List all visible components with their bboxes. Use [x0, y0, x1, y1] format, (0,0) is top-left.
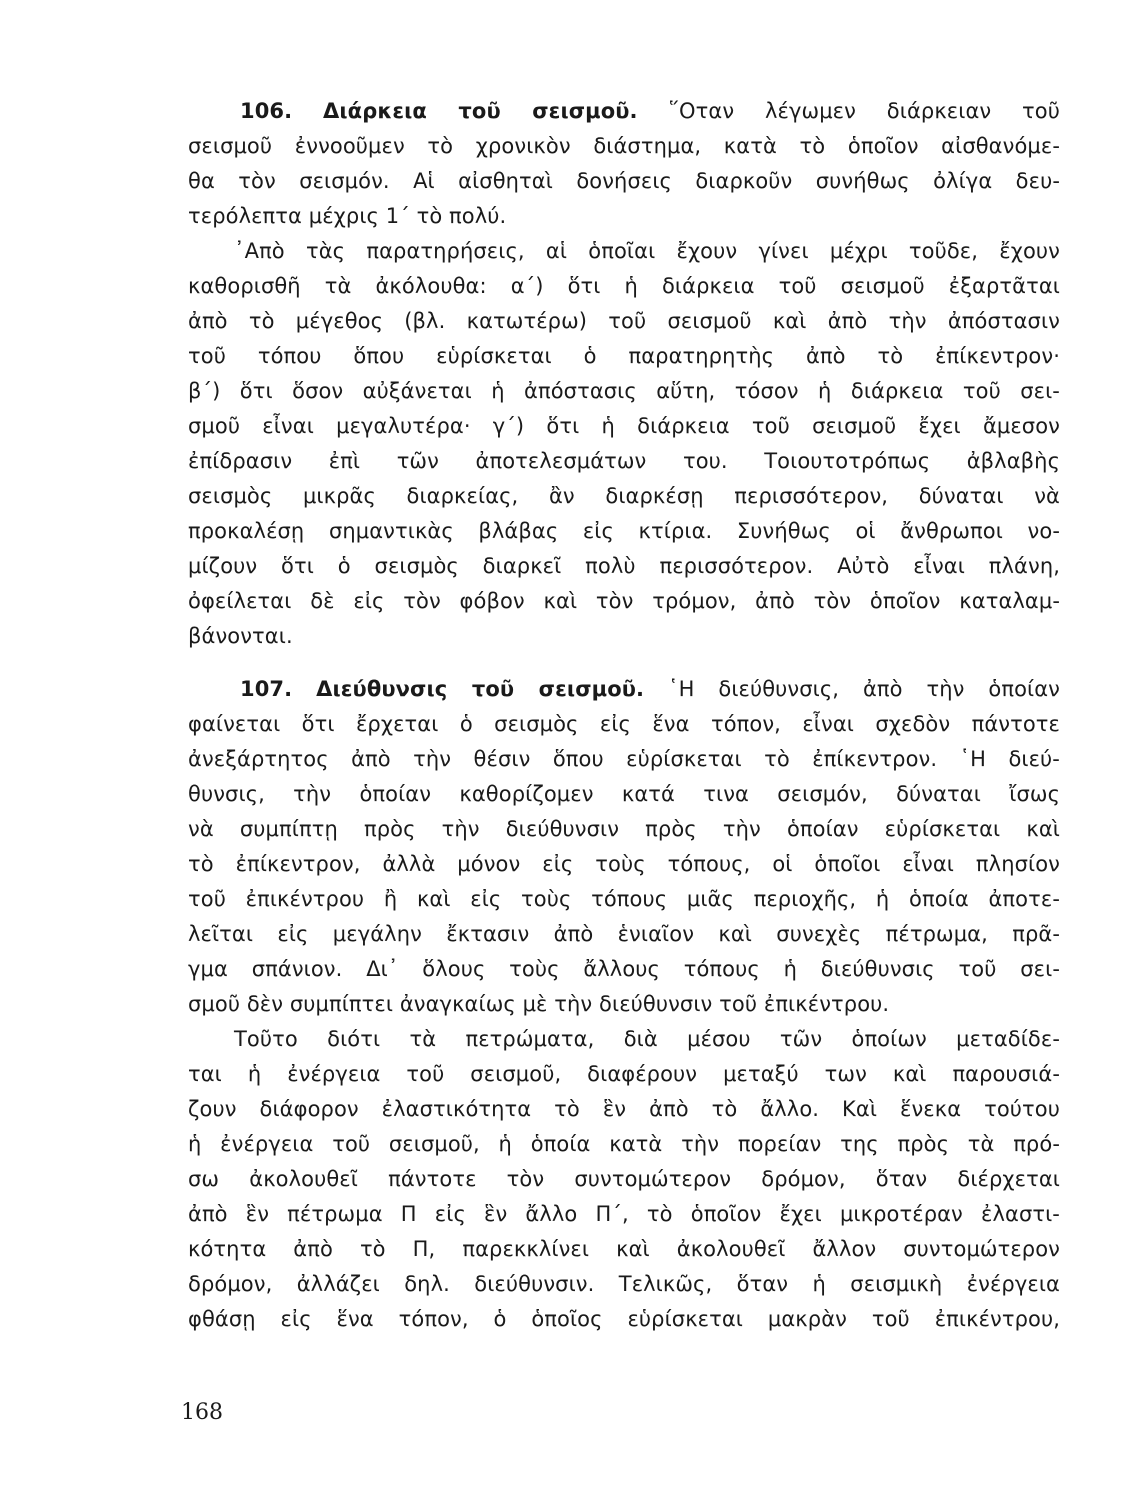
text-line: νὰ συμπίπτῃ πρὸς τὴν διεύθυνσιν πρὸς τὴν ὁποίαν εὑρίσκεται καὶ [188, 817, 1060, 841]
text-line: ᾿Απὸ τὰς παρατηρήσεις, αἱ ὁποῖαι ἔχουν γίνει μέχρι τοῦδε, ἔχουν [234, 239, 1060, 263]
text-line: σμοῦ εἶναι μεγαλυτέρα· γ΄) ὅτι ἡ διάρκεια τοῦ σεισμοῦ ἔχει ἄμεσον [188, 414, 1060, 438]
text-line: τοῦ τόπου ὅπου εὑρίσκεται ὁ παρατηρητὴς ἀπὸ τὸ ἐπίκεντρον· [188, 344, 1060, 368]
text-line: θυνσις, τὴν ὁποίαν καθορίζομεν κατά τινα σεισμόν, δύναται ἴσως [188, 782, 1060, 806]
text-line: σεισμοῦ ἐννοοῦμεν τὸ χρονικὸν διάστημα, κατὰ τὸ ὁποῖον αἰσθανόμε- [188, 134, 1060, 158]
text-line: λεῖται εἰς μεγάλην ἔκτασιν ἀπὸ ἑνιαῖον καὶ συνεχὲς πέτρωμα, πρᾶ- [188, 922, 1060, 946]
text-line: ται ἡ ἐνέργεια τοῦ σεισμοῦ, διαφέρουν μεταξύ των καὶ παρουσιά- [188, 1062, 1060, 1086]
text-line: κότητα ἀπὸ τὸ Π, παρεκκλίνει καὶ ἀκολουθεῖ ἄλλον συντομώτερον [188, 1237, 1060, 1261]
text-line: φθάσῃ εἰς ἕνα τόπον, ὁ ὁποῖος εὑρίσκεται μακρὰν τοῦ ἐπικέντρου, [188, 1307, 1060, 1331]
section-number: 107. [240, 677, 293, 701]
text-line: ἀπὸ τὸ μέγεθος (βλ. κατωτέρω) τοῦ σεισμοῦ καὶ ἀπὸ τὴν ἀπόστασιν [188, 309, 1060, 333]
text-line: προκαλέσῃ σημαντικὰς βλάβας εἰς κτίρια. Συνήθως οἱ ἄνθρωποι νο- [188, 519, 1060, 543]
text-line: ἀνεξάρτητος ἀπὸ τὴν θέσιν ὅπου εὑρίσκεται τὸ ἐπίκεντρον. ῾Η διεύ- [188, 747, 1060, 771]
section-number: 106. [240, 99, 293, 123]
text-line: βάνονται. [188, 624, 293, 648]
section-106-heading-line [188, 94, 1060, 129]
section-gap [188, 654, 1060, 672]
body-text [188, 94, 1060, 1337]
text-line: ῞Οταν λέγωμεν διάρκειαν τοῦ [668, 99, 1060, 123]
text-line: γμα σπάνιον. Δι᾿ ὅλους τοὺς ἄλλους τόπους ἡ διεύθυνσις τοῦ σει- [188, 957, 1060, 981]
page-number: 168 [181, 1400, 223, 1425]
section-107-heading-line [188, 672, 1060, 707]
section-title: Διεύθυνσις τοῦ σεισμοῦ. [316, 677, 645, 701]
text-line: θα τὸν σεισμόν. Αἱ αἰσθηταὶ δονήσεις διαρκοῦν συνήθως ὀλίγα δευ- [188, 169, 1060, 193]
text-line: σμοῦ δὲν συμπίπτει ἀναγκαίως μὲ τὴν διεύθυνσιν τοῦ ἐπικέντρου. [188, 992, 890, 1016]
text-line: β΄) ὅτι ὅσον αὐξάνεται ἡ ἀπόστασις αὕτη, τόσον ἡ διάρκεια τοῦ σει- [188, 379, 1060, 403]
text-line: ῾Η διεύθυνσις, ἀπὸ τὴν ὁποίαν [668, 677, 1060, 701]
text-line: μίζουν ὅτι ὁ σεισμὸς διαρκεῖ πολὺ περισσότερον. Αὐτὸ εἶναι πλάνη, [188, 554, 1060, 578]
section-title: Διάρκεια τοῦ σεισμοῦ. [323, 99, 638, 123]
text-line: καθορισθῆ τὰ ἀκόλουθα: α΄) ὅτι ἡ διάρκεια τοῦ σεισμοῦ ἐξαρτᾶται [188, 274, 1060, 298]
text-line: ἡ ἐνέργεια τοῦ σεισμοῦ, ἡ ὁποία κατὰ τὴν πορείαν της πρὸς τὰ πρό- [188, 1132, 1060, 1156]
text-line: ζουν διάφορον ἐλαστικότητα τὸ ἓν ἀπὸ τὸ ἄλλο. Καὶ ἕνεκα τούτου [188, 1097, 1060, 1121]
text-line: τοῦ ἐπικέντρου ἢ καὶ εἰς τοὺς τόπους μιᾶς περιοχῆς, ἡ ὁποία ἀποτε- [188, 887, 1060, 911]
text-line: σω ἀκολουθεῖ πάντοτε τὸν συντομώτερον δρόμον, ὅταν διέρχεται [188, 1167, 1060, 1191]
text-line: ἀπὸ ἓν πέτρωμα Π εἰς ἓν ἄλλο Π΄, τὸ ὁποῖον ἔχει μικροτέραν ἐλαστι- [188, 1202, 1060, 1226]
text-line: δρόμον, ἀλλάζει δηλ. διεύθυνσιν. Τελικῶς, ὅταν ἡ σεισμικὴ ἐνέργεια [188, 1272, 1060, 1296]
text-line: ἐπίδρασιν ἐπὶ τῶν ἀποτελεσμάτων του. Τοιουτοτρόπως ἀβλαβὴς [188, 449, 1060, 473]
text-line: Τοῦτο διότι τὰ πετρώματα, διὰ μέσου τῶν ὁποίων μεταδίδε- [234, 1027, 1060, 1051]
text-line: τερόλεπτα μέχρις 1΄ τὸ πολύ. [188, 204, 507, 228]
text-line: σεισμὸς μικρᾶς διαρκείας, ἂν διαρκέσῃ περισσότερον, δύναται νὰ [188, 484, 1060, 508]
text-line: τὸ ἐπίκεντρον, ἀλλὰ μόνον εἰς τοὺς τόπους, οἱ ὁποῖοι εἶναι πλησίον [188, 852, 1060, 876]
text-line: φαίνεται ὅτι ἔρχεται ὁ σεισμὸς εἰς ἕνα τόπον, εἶναι σχεδὸν πάντοτε [188, 712, 1060, 736]
text-line: ὀφείλεται δὲ εἰς τὸν φόβον καὶ τὸν τρόμον, ἀπὸ τὸν ὁποῖον καταλαμ- [188, 589, 1060, 613]
